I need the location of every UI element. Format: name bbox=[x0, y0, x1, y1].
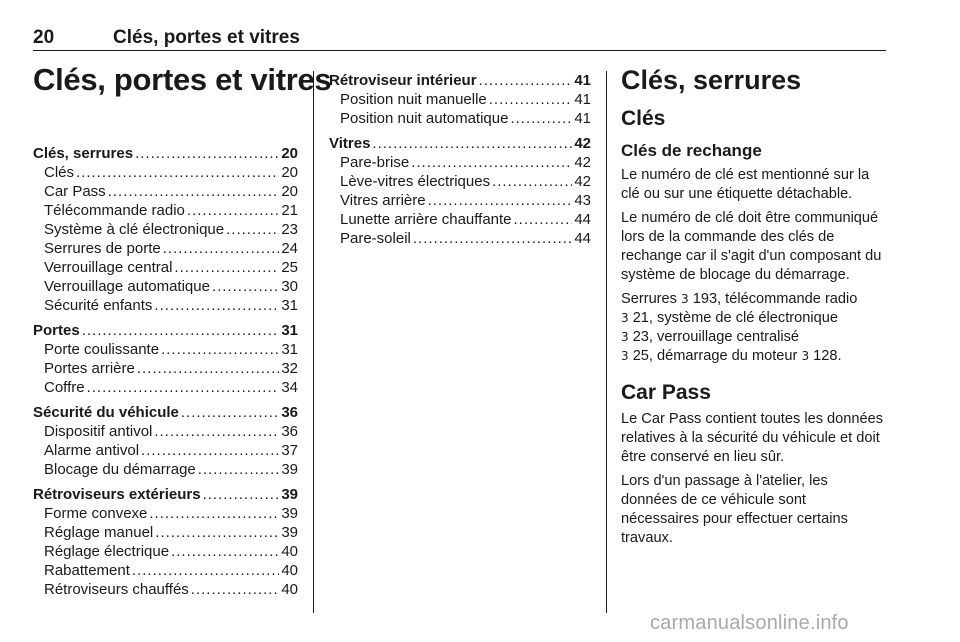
toc-label: Lunette arrière chauffante bbox=[340, 211, 512, 228]
toc-label: Vitres bbox=[329, 135, 371, 152]
toc-label: Verrouillage central bbox=[44, 259, 173, 276]
toc-item[interactable] bbox=[33, 277, 298, 296]
header-title: Clés, portes et vitres bbox=[113, 27, 300, 48]
toc-page-number: 25 bbox=[281, 259, 298, 276]
toc-label: Pare-brise bbox=[340, 154, 410, 171]
column-divider-2 bbox=[606, 71, 607, 613]
toc-item[interactable] bbox=[329, 109, 591, 128]
toc-page-number: 40 bbox=[281, 562, 298, 579]
toc-leader bbox=[198, 460, 280, 479]
toc-section[interactable] bbox=[33, 144, 298, 163]
page-header bbox=[33, 26, 886, 51]
page-ref-arrow-icon: 3 bbox=[801, 349, 810, 363]
ref-text-2: 193, télécommande radio bbox=[688, 291, 858, 307]
toc-item[interactable] bbox=[329, 191, 591, 210]
toc-leader bbox=[203, 485, 280, 504]
toc-leader bbox=[372, 134, 572, 153]
toc-page-number: 34 bbox=[281, 379, 298, 396]
toc-leader bbox=[76, 163, 279, 182]
toc-label: Serrures de porte bbox=[44, 240, 161, 257]
paragraph-key-order: Le numéro de clé doit être communiqué lors de la commande des clés de rechange car il s'agit d'un composant du système de blocage du démarrage. bbox=[621, 210, 882, 283]
toc-page-number: 44 bbox=[574, 230, 591, 247]
toc-leader bbox=[135, 144, 279, 163]
toc-page-number: 31 bbox=[281, 297, 298, 314]
toc-section[interactable] bbox=[33, 403, 298, 422]
toc-page-number: 32 bbox=[281, 360, 298, 377]
toc-label: Portes bbox=[33, 322, 80, 339]
ref-text-3: 21, système de clé électronique bbox=[628, 310, 838, 326]
toc-item[interactable] bbox=[329, 90, 591, 109]
toc-item[interactable] bbox=[33, 201, 298, 220]
toc-left bbox=[33, 144, 298, 599]
toc-label: Dispositif antivol bbox=[44, 423, 153, 440]
toc-page-number: 39 bbox=[281, 505, 298, 522]
toc-item[interactable] bbox=[33, 239, 298, 258]
content-column bbox=[621, 64, 887, 548]
toc-page-number: 39 bbox=[281, 486, 298, 503]
toc-page-number: 43 bbox=[574, 192, 591, 209]
toc-item[interactable] bbox=[33, 580, 298, 599]
toc-page-number: 36 bbox=[281, 423, 298, 440]
toc-label: Système à clé électronique bbox=[44, 221, 225, 238]
toc-page-number: 20 bbox=[281, 145, 298, 162]
heading-spare-keys: Clés de rechange bbox=[621, 141, 762, 160]
toc-item[interactable] bbox=[329, 153, 591, 172]
ref-text-6: 128. bbox=[809, 348, 842, 364]
toc-page-number: 37 bbox=[281, 442, 298, 459]
toc-leader bbox=[171, 542, 279, 561]
toc-page-number: 41 bbox=[574, 110, 591, 127]
toc-page-number: 24 bbox=[281, 240, 298, 257]
toc-leader bbox=[212, 277, 279, 296]
subsection-heading-keys: Clés bbox=[621, 107, 666, 130]
toc-page-number: 39 bbox=[281, 461, 298, 478]
toc-middle bbox=[329, 71, 591, 248]
toc-label: Car Pass bbox=[44, 183, 106, 200]
toc-leader bbox=[87, 378, 280, 397]
toc-label: Coffre bbox=[44, 379, 85, 396]
paragraph-car-pass: Le Car Pass contient toutes les données relatives à la sécurité du véhicule et doit être conservé en lieu sûr. bbox=[621, 411, 884, 465]
toc-leader bbox=[191, 580, 280, 599]
toc-label: Télécommande radio bbox=[44, 202, 185, 219]
toc-item[interactable] bbox=[33, 460, 298, 479]
toc-leader bbox=[187, 201, 279, 220]
toc-item[interactable] bbox=[33, 422, 298, 441]
toc-label: Clés, serrures bbox=[33, 145, 134, 162]
toc-item[interactable] bbox=[33, 340, 298, 359]
toc-item[interactable] bbox=[33, 441, 298, 460]
toc-label: Clés bbox=[44, 164, 75, 181]
toc-leader bbox=[428, 191, 573, 210]
toc-item[interactable] bbox=[33, 258, 298, 277]
toc-leader bbox=[489, 90, 573, 109]
toc-label: Rétroviseurs chauffés bbox=[44, 581, 189, 598]
ref-text-4: 23, verrouillage centralisé bbox=[628, 329, 799, 345]
toc-page-number: 42 bbox=[574, 135, 591, 152]
toc-leader bbox=[155, 523, 279, 542]
toc-leader bbox=[132, 561, 279, 580]
toc-page-number: 31 bbox=[281, 322, 298, 339]
column-divider-1 bbox=[313, 71, 314, 613]
toc-leader bbox=[154, 296, 279, 315]
toc-page-number: 42 bbox=[574, 173, 591, 190]
page-ref-arrow-icon: 3 bbox=[621, 330, 629, 344]
toc-leader bbox=[149, 504, 279, 523]
toc-label: Forme convexe bbox=[44, 505, 148, 522]
toc-leader bbox=[161, 340, 279, 359]
toc-leader bbox=[226, 220, 279, 239]
section-heading: Clés, serrures bbox=[621, 65, 802, 95]
toc-section[interactable] bbox=[33, 321, 298, 340]
toc-leader bbox=[411, 153, 572, 172]
toc-item[interactable] bbox=[33, 523, 298, 542]
toc-label: Rétroviseur intérieur bbox=[329, 72, 477, 89]
toc-page-number: 30 bbox=[281, 278, 298, 295]
chapter-title: Clés, portes et vitres bbox=[33, 62, 332, 97]
page-ref-arrow-icon: 3 bbox=[621, 349, 629, 363]
toc-item[interactable] bbox=[33, 504, 298, 523]
paragraph-references bbox=[621, 290, 887, 366]
toc-leader bbox=[108, 182, 280, 201]
toc-leader bbox=[82, 321, 280, 340]
toc-label: Porte coulissante bbox=[44, 341, 160, 358]
toc-leader bbox=[492, 172, 572, 191]
subsection-heading-car-pass: Car Pass bbox=[621, 381, 711, 404]
toc-item[interactable] bbox=[329, 229, 591, 248]
toc-page-number: 41 bbox=[574, 91, 591, 108]
toc-page-number: 20 bbox=[281, 183, 298, 200]
toc-page-number: 21 bbox=[281, 202, 298, 219]
toc-item[interactable] bbox=[329, 210, 591, 229]
toc-label: Rabattement bbox=[44, 562, 130, 579]
toc-label: Pare-soleil bbox=[340, 230, 411, 247]
toc-item[interactable] bbox=[33, 163, 298, 182]
toc-page-number: 40 bbox=[281, 581, 298, 598]
page-ref-arrow-icon: 3 bbox=[681, 292, 689, 306]
toc-label: Vitres arrière bbox=[340, 192, 426, 209]
toc-label: Réglage électrique bbox=[44, 543, 170, 560]
toc-label: Lève-vitres électriques bbox=[340, 173, 491, 190]
toc-leader bbox=[181, 403, 279, 422]
toc-section[interactable] bbox=[329, 134, 591, 153]
ref-text-1: Serrures bbox=[621, 291, 682, 307]
toc-page-number: 42 bbox=[574, 154, 591, 171]
toc-item[interactable] bbox=[33, 182, 298, 201]
toc-label: Sécurité enfants bbox=[44, 297, 153, 314]
toc-page-number: 23 bbox=[281, 221, 298, 238]
paragraph-key-number: Le numéro de clé est mentionné sur la clé ou sur une étiquette détachable. bbox=[621, 167, 870, 202]
toc-label: Blocage du démarrage bbox=[44, 461, 196, 478]
toc-item[interactable] bbox=[33, 220, 298, 239]
toc-page-number: 20 bbox=[281, 164, 298, 181]
toc-leader bbox=[479, 71, 573, 90]
toc-leader bbox=[154, 422, 279, 441]
toc-leader bbox=[137, 359, 279, 378]
toc-leader bbox=[514, 210, 573, 229]
toc-label: Position nuit automatique bbox=[340, 110, 509, 127]
ref-text-5: 25, démarrage du moteur bbox=[628, 348, 802, 364]
toc-label: Position nuit manuelle bbox=[340, 91, 487, 108]
toc-item[interactable] bbox=[33, 542, 298, 561]
toc-item[interactable] bbox=[33, 296, 298, 315]
toc-leader bbox=[413, 229, 572, 248]
toc-label: Sécurité du véhicule bbox=[33, 404, 179, 421]
toc-section[interactable] bbox=[33, 485, 298, 504]
toc-page-number: 31 bbox=[281, 341, 298, 358]
toc-page-number: 41 bbox=[574, 72, 591, 89]
toc-section[interactable] bbox=[329, 71, 591, 90]
toc-item[interactable] bbox=[33, 561, 298, 580]
toc-label: Réglage manuel bbox=[44, 524, 154, 541]
page-number: 20 bbox=[33, 27, 55, 48]
toc-page-number: 39 bbox=[281, 524, 298, 541]
toc-page-number: 44 bbox=[574, 211, 591, 228]
toc-item[interactable] bbox=[33, 359, 298, 378]
page-ref-arrow-icon: 3 bbox=[621, 311, 629, 325]
paragraph-workshop: Lors d'un passage à l'atelier, les données de ce véhicule sont nécessaires pour effectuer certains travaux. bbox=[621, 473, 848, 546]
toc-label: Rétroviseurs extérieurs bbox=[33, 486, 201, 503]
toc-leader bbox=[510, 109, 572, 128]
toc-label: Alarme antivol bbox=[44, 442, 140, 459]
toc-page-number: 36 bbox=[281, 404, 298, 421]
toc-page-number: 40 bbox=[281, 543, 298, 560]
watermark: carmanualsonline.info bbox=[650, 612, 849, 634]
toc-label: Verrouillage automatique bbox=[44, 278, 210, 295]
toc-leader bbox=[163, 239, 280, 258]
toc-leader bbox=[141, 441, 279, 460]
toc-item[interactable] bbox=[329, 172, 591, 191]
toc-leader bbox=[174, 258, 279, 277]
toc-label: Portes arrière bbox=[44, 360, 135, 377]
toc-item[interactable] bbox=[33, 378, 298, 397]
